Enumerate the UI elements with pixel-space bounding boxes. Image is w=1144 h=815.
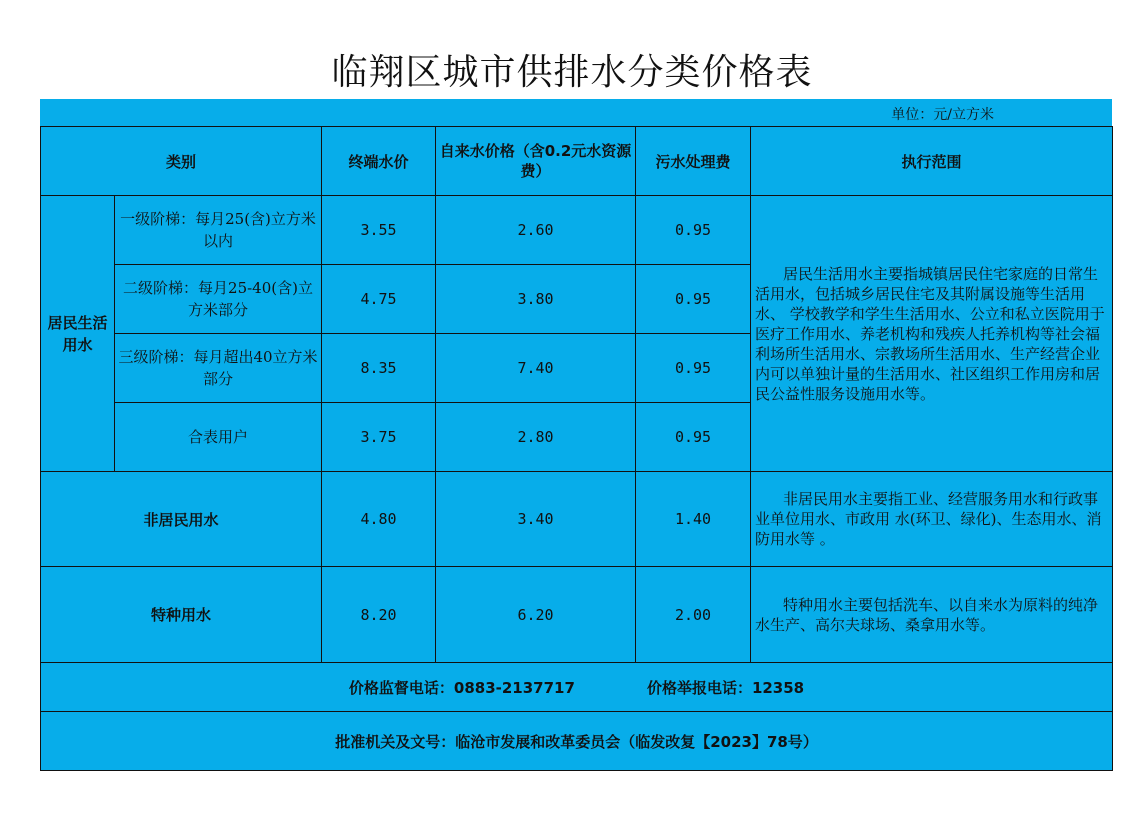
- table-row: [41, 567, 1113, 663]
- residential-label: 居民生活用水: [41, 196, 115, 472]
- terminal-price: 4.75: [322, 265, 436, 334]
- sewage-fee: 0.95: [636, 196, 751, 265]
- tier-name: 一级阶梯：每月25(含)立方米以内: [115, 196, 322, 265]
- unit-label: 单位：元/立方米: [891, 107, 994, 123]
- terminal-price: 8.35: [322, 334, 436, 403]
- page-title: 临翔区城市供排水分类价格表: [331, 52, 813, 93]
- header-category: 类别: [41, 127, 322, 196]
- terminal-price: 8.20: [322, 567, 436, 663]
- tap-price: 2.60: [436, 196, 636, 265]
- table-row: [41, 472, 1113, 567]
- tier-name: 合表用户: [115, 403, 322, 472]
- tap-price: 3.80: [436, 265, 636, 334]
- tap-price: 7.40: [436, 334, 636, 403]
- tier-name: 二级阶梯：每月25-40(含)立方米部分: [115, 265, 322, 334]
- sewage-fee: 2.00: [636, 567, 751, 663]
- supervision-phone: 价格监督电话：0883-2137717: [348, 678, 575, 697]
- sewage-fee: 0.95: [636, 334, 751, 403]
- non-residential-scope-text: 非居民用水主要指工业、经营服务用水和行政事业单位用水、市政用 水(环卫、绿化)、生态用水、消防用水等 。: [755, 490, 1102, 548]
- terminal-price: 3.75: [322, 403, 436, 472]
- sewage-fee: 0.95: [636, 265, 751, 334]
- footer-phone-row: [41, 663, 1113, 712]
- tap-price: 2.80: [436, 403, 636, 472]
- header-tap-price: 自来水价格（含0.2元水资源费）: [436, 127, 636, 196]
- tap-price: 3.40: [436, 472, 636, 567]
- unit-bar: [40, 99, 1112, 126]
- header-scope: 执行范围: [751, 127, 1113, 196]
- report-phone: 价格举报电话：12358: [646, 678, 805, 697]
- non-residential-label: 非居民用水: [41, 472, 322, 567]
- header-row: [41, 127, 1113, 196]
- special-scope-text: 特种用水主要包括洗车、以自来水为原料的纯净水生产、高尔夫球场、桑拿用水等。: [755, 595, 1099, 634]
- tap-price: 6.20: [436, 567, 636, 663]
- approval-text: 批准机关及文号：临沧市发展和改革委员会（临发改复【2023】78号）: [41, 712, 1113, 771]
- sewage-fee: 0.95: [636, 403, 751, 472]
- footer-approval-row: [41, 712, 1113, 771]
- residential-scope-text: 居民生活用水主要指城镇居民住宅家庭的日常生活用水，包括城乡居民住宅及其附属设施等生活用水、 学校教学和学生生活用水、公立和私立医院用于医疗工作用水、养老机构和残疾人托养机构等社会福利场所生活用水、宗教场所生活用水、生产经营企业内可以单独计量的生活用水、社区组织工作用房和居民公益性服务设施用水等。: [755, 264, 1105, 403]
- tier-name: 三级阶梯：每月超出40立方米部分: [115, 334, 322, 403]
- special-scope: [751, 567, 1113, 663]
- residential-scope: [751, 196, 1113, 472]
- terminal-price: 3.55: [322, 196, 436, 265]
- footer-phones: [41, 663, 1113, 712]
- header-terminal-price: 终端水价: [322, 127, 436, 196]
- header-sewage-fee: 污水处理费: [636, 127, 751, 196]
- non-residential-scope: [751, 472, 1113, 567]
- table-row: [41, 196, 1113, 265]
- price-table: [40, 126, 1113, 771]
- terminal-price: 4.80: [322, 472, 436, 567]
- sewage-fee: 1.40: [636, 472, 751, 567]
- special-label: 特种用水: [41, 567, 322, 663]
